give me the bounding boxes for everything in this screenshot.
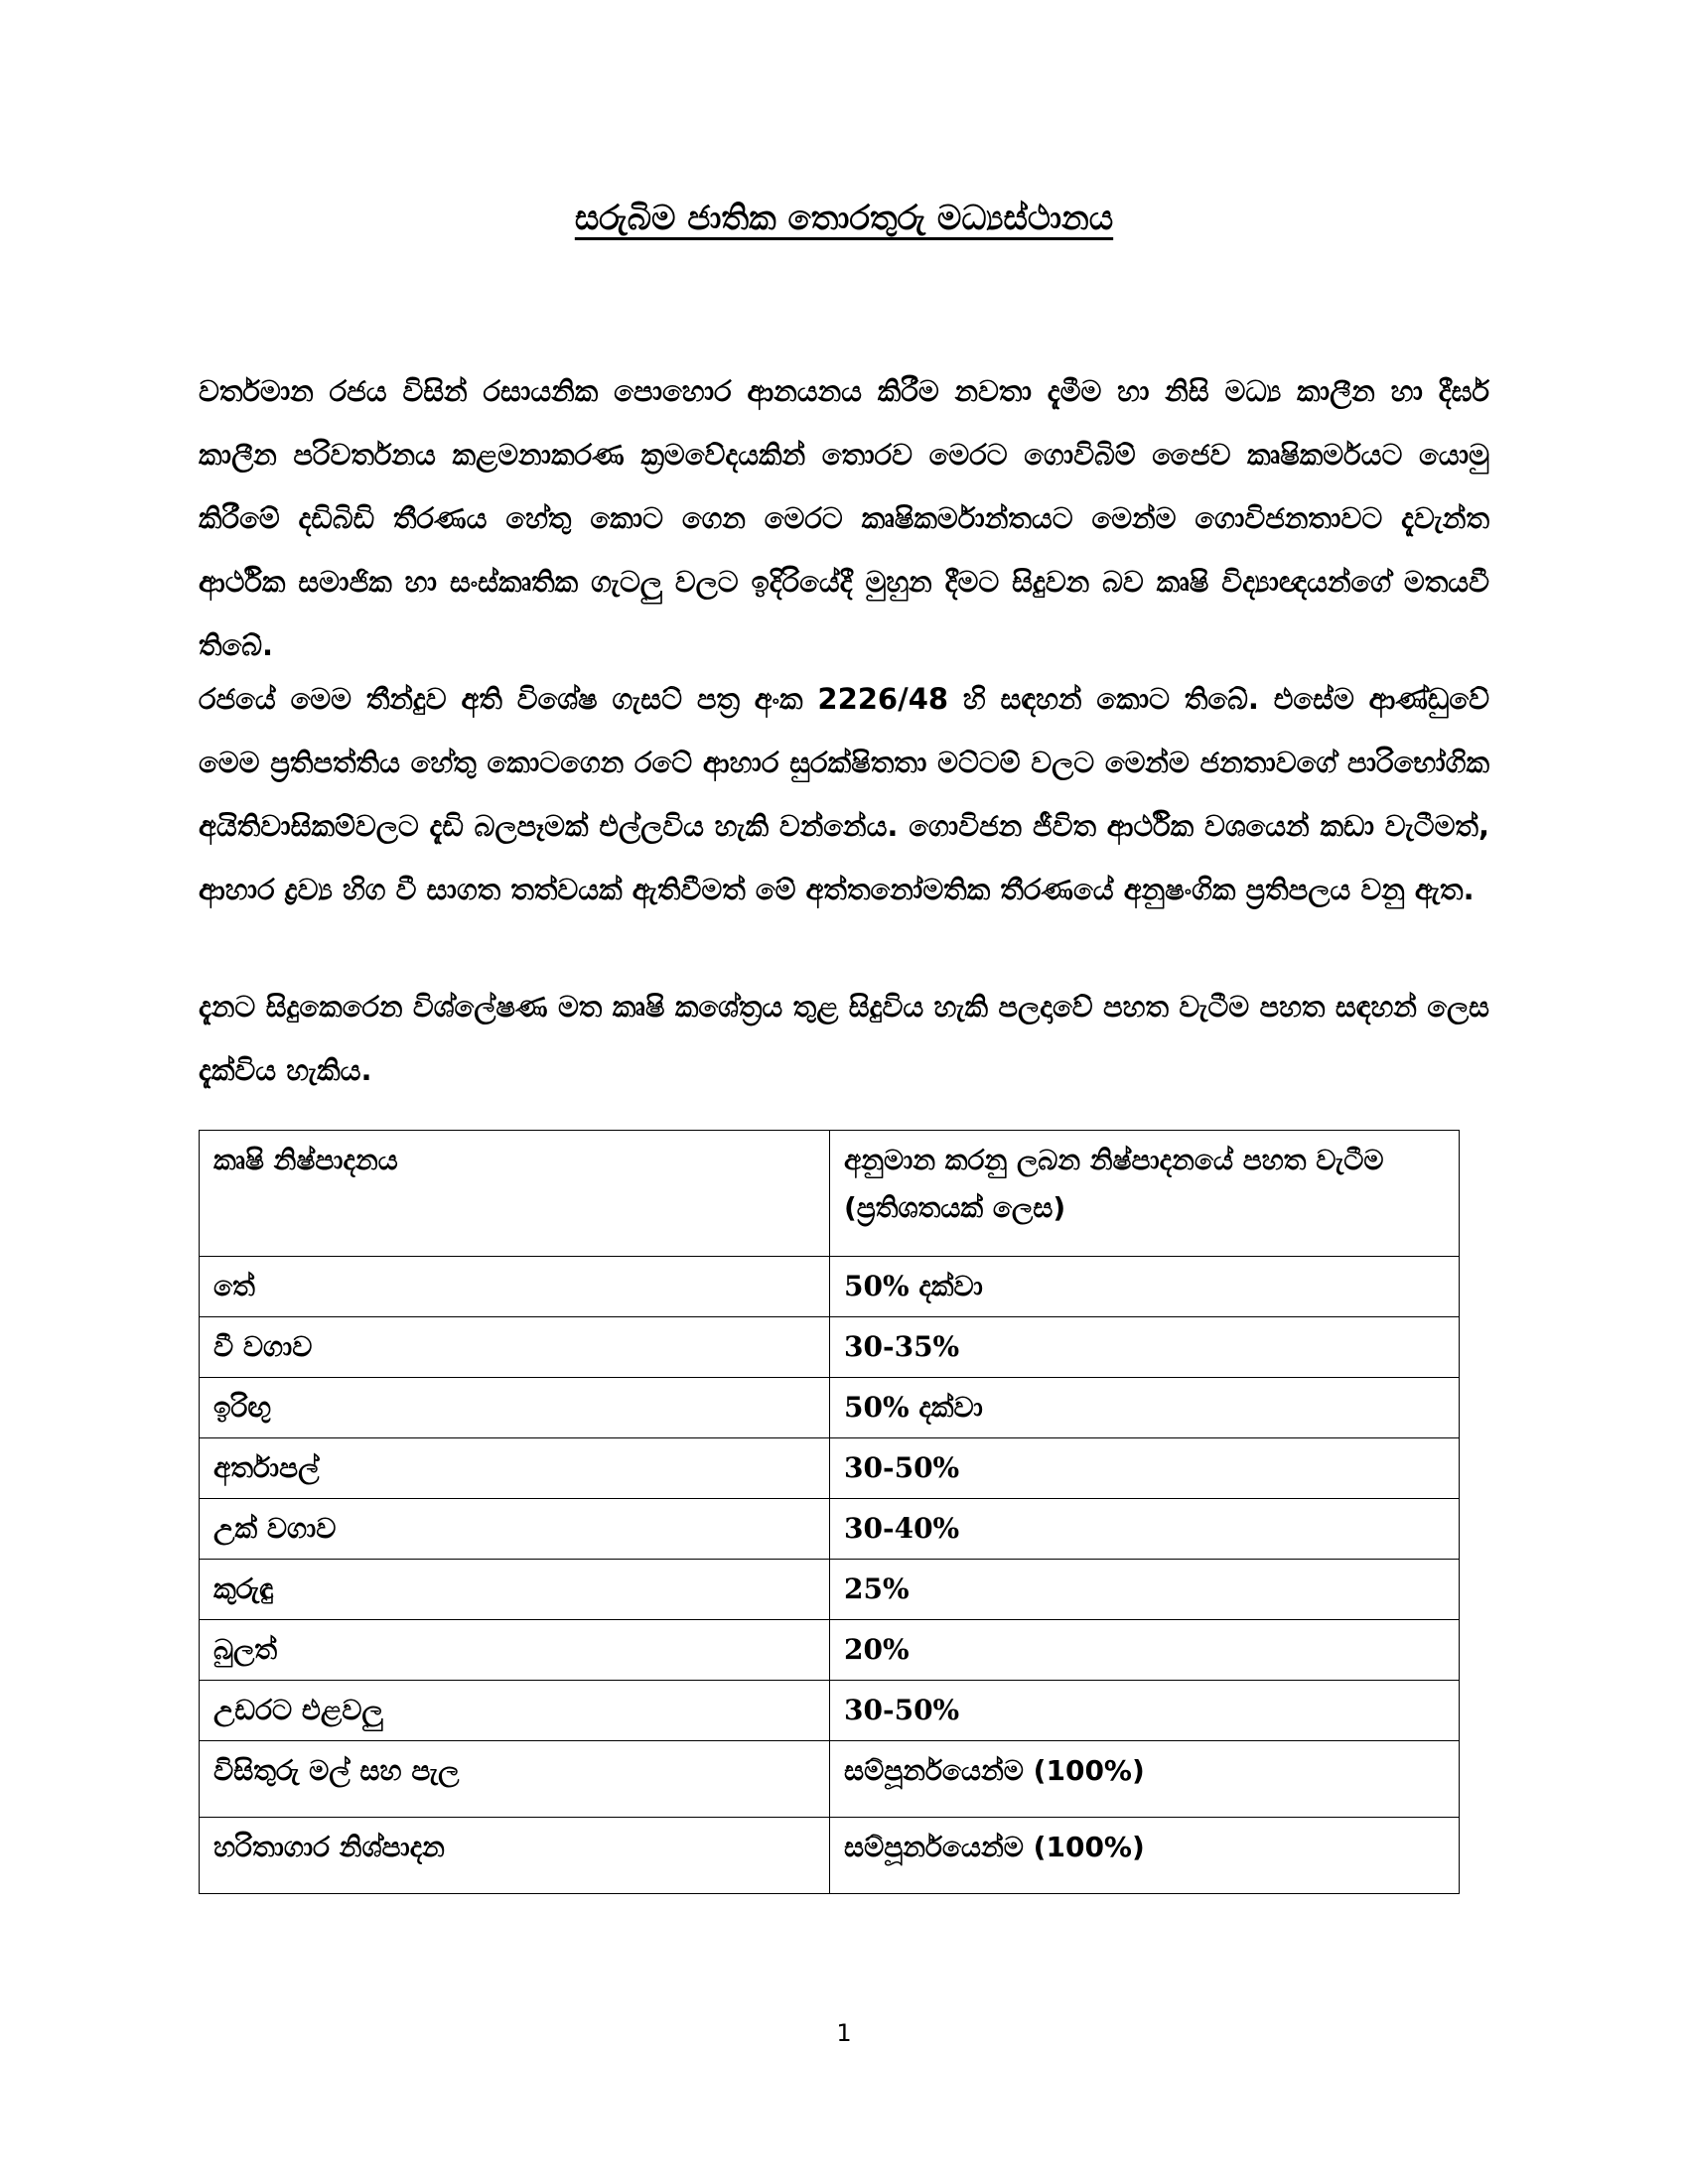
yield-decline-table [199, 1130, 1460, 1894]
cell-decline: 20% [830, 1620, 1460, 1681]
cell-product: හරිතාගාර නිශ්පාදන [200, 1818, 830, 1894]
table-row [200, 1741, 1460, 1818]
cell-product: කුරුඳු [200, 1560, 830, 1620]
table-row [200, 1560, 1460, 1620]
cell-decline: 30-50% [830, 1438, 1460, 1499]
cell-decline: 30-40% [830, 1499, 1460, 1560]
table-row [200, 1681, 1460, 1741]
paragraph-1: වර්තමාන රජය විසින් රසායනික පොහොර ආනයනය කිරීම නවතා දැමීම හා නිසි මධ්‍ය කාලීන හා දීර්ඝ කාලීන පරිවර්තනය කළමනාකරණ ක්‍රමවේදයකින් තොරව මෙරට ගොවිබිම් ජෛව කෘෂිකර්මයට යොමු කිරීමේ දඩිබිඩි තීරණය හේතු කොට ගෙන මෙරට කෘෂිකර්මාන්තයට මෙන්ම ගොවිජනතාවට දැවැන්ත ආර්ථික සමාජික හා සංස්කෘතික ගැටලු වලට ඉදිරියේදී මුහුන දීමට සිදුවන බව කෘෂි විද්‍යාඥයන්ගේ මතයවී තිබේ. [199, 374, 1489, 662]
cell-decline: සම්පූර්නයෙන්ම (100%) [830, 1741, 1460, 1818]
header-decline: අනුමාන කරනු ලබන නිෂ්පාදනයේ පහත වැටීම (ප්‍රතිශතයක් ලෙස) [830, 1131, 1460, 1257]
table-row [200, 1499, 1460, 1560]
table-row [200, 1438, 1460, 1499]
cell-decline: 25% [830, 1560, 1460, 1620]
cell-decline: සම්පූර්නයෙන්ම (100%) [830, 1818, 1460, 1894]
document-title-text: සරුබිම ජාතික තොරතුරු මධ්‍යස්ථානය [574, 199, 1114, 238]
paragraph-2: රජයේ මෙම තීන්දුව අති විශේෂ ගැසට් පත්‍ර අංක 2226/48 හි සඳහන් කොට තිබේ. එසේම ආණ්ඩුවේ මෙම ප්‍රතිපත්තිය හේතු කොටගෙන රටේ ආහාර සුරක්ෂිතතා මට්ටම් වලට මෙන්ම ජනතාවගේ පාරිභෝගික අයිතිවාසිකම්වලට දැඩි බලපෑමක් එල්ලවිය හැකි වන්නේය. ගොවිජන ජීවිත ආර්ථික වශයෙන් කඩා වැටීමත්, ආහාර ද්‍රව්‍ය හිග වී සාගත තත්වයක් ඇතිවීමත් මේ අත්තනෝමතික තීරණයේ අනුෂංගික ප්‍රතිපලය වනු ඇත. [199, 682, 1489, 906]
header-product: කෘෂි නිෂ්පාදනය [200, 1131, 830, 1257]
cell-product: තේ [200, 1257, 830, 1317]
page-number: 1 [836, 2019, 852, 2047]
cell-decline: 30-50% [830, 1681, 1460, 1741]
cell-product: උඩරට එළවලු [200, 1681, 830, 1741]
cell-product: වී වගාව [200, 1317, 830, 1378]
cell-product: ඉරිඟු [200, 1378, 830, 1438]
cell-product: විසිතුරු මල් සහ පැල [200, 1741, 830, 1818]
cell-product: අර්තාපල් [200, 1438, 830, 1499]
document-title [0, 199, 1688, 238]
table-row [200, 1818, 1460, 1894]
table-row [200, 1378, 1460, 1438]
cell-decline: 50% දක්වා [830, 1378, 1460, 1438]
table-header-row [200, 1131, 1460, 1257]
cell-product: බුලත් [200, 1620, 830, 1681]
paragraph-3: දැනට සිදුකෙරෙන විශ්ලේෂණ මත කෘෂි කශේත්‍රය තුළ සිදුවිය හැකි පලදාවේ පහත වැටීම පහත සඳහන් ලෙස දැක්විය හැකිය. [199, 990, 1489, 1087]
cell-product: උක් වගාව [200, 1499, 830, 1560]
cell-decline: 30-35% [830, 1317, 1460, 1378]
table-row [200, 1620, 1460, 1681]
table-row [200, 1257, 1460, 1317]
table-row [200, 1317, 1460, 1378]
cell-decline: 50% දක්වා [830, 1257, 1460, 1317]
